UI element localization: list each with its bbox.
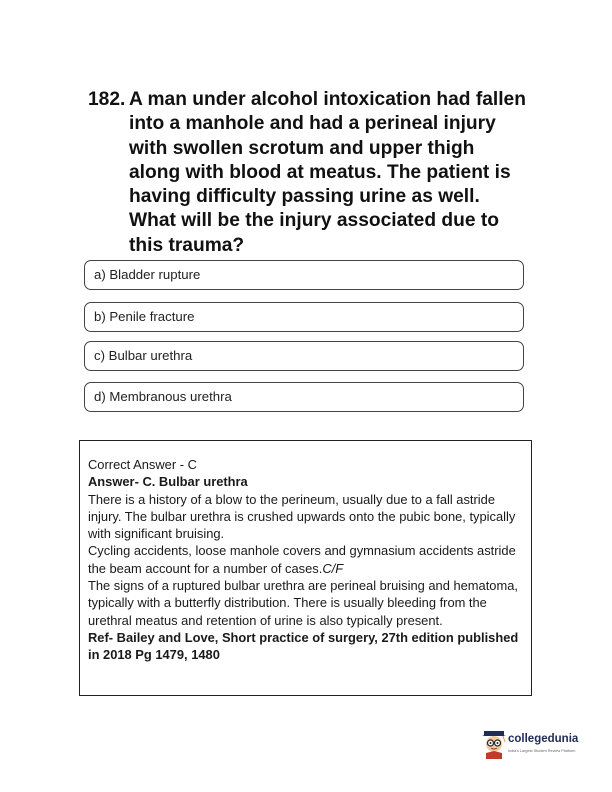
explanation-paragraph-1: There is a history of a blow to the perineum, usually due to a fall astride injury. The bulbar urethra is crushed upwards onto the pubic bone, typically with significant bruising. bbox=[88, 491, 516, 542]
clinical-features-label: C/F bbox=[322, 560, 344, 576]
explanation-paragraph-3: The signs of a ruptured bulbar urethra are perineal bruising and hematoma, typically with a butterfly distribution. There is usually bleeding from the urethral meatus and retention of urine is also typically present. bbox=[88, 578, 518, 628]
explanation-paragraph-2-text: Cycling accidents, loose manhole covers and gymnasium accidents astride the beam account for a number of cases. bbox=[88, 543, 516, 576]
answer-explanation-box bbox=[79, 440, 532, 696]
brand-name: collegedunia bbox=[508, 733, 579, 745]
question-number: 182. bbox=[88, 89, 126, 110]
correct-answer: Correct Answer - C bbox=[88, 457, 197, 472]
option-b[interactable]: b) Penile fracture bbox=[84, 302, 524, 332]
reference: Ref- Bailey and Love, Short practice of surgery, 27th edition published in 2018 Pg 1479, 1480 bbox=[88, 629, 519, 663]
answer-heading: Answer- C. Bulbar urethra bbox=[88, 474, 248, 490]
question bbox=[88, 88, 528, 258]
option-d[interactable]: d) Membranous urethra bbox=[84, 382, 524, 412]
explanation-paragraph-2 bbox=[88, 542, 523, 577]
brand-tagline: India's Largest Student Review Platform bbox=[508, 749, 576, 753]
mascot-icon bbox=[481, 729, 507, 759]
option-c[interactable]: c) Bulbar urethra bbox=[84, 341, 524, 371]
option-a[interactable]: a) Bladder rupture bbox=[84, 260, 524, 290]
question-text: A man under alcohol intoxication had fallen into a manhole and had a perineal injury with swollen scrotum and upper thigh along with blood at meatus. The patient is having difficulty passing urine as well. What will be the injury associated due to this trauma? bbox=[129, 89, 526, 256]
collegedunia-logo bbox=[481, 727, 581, 763]
